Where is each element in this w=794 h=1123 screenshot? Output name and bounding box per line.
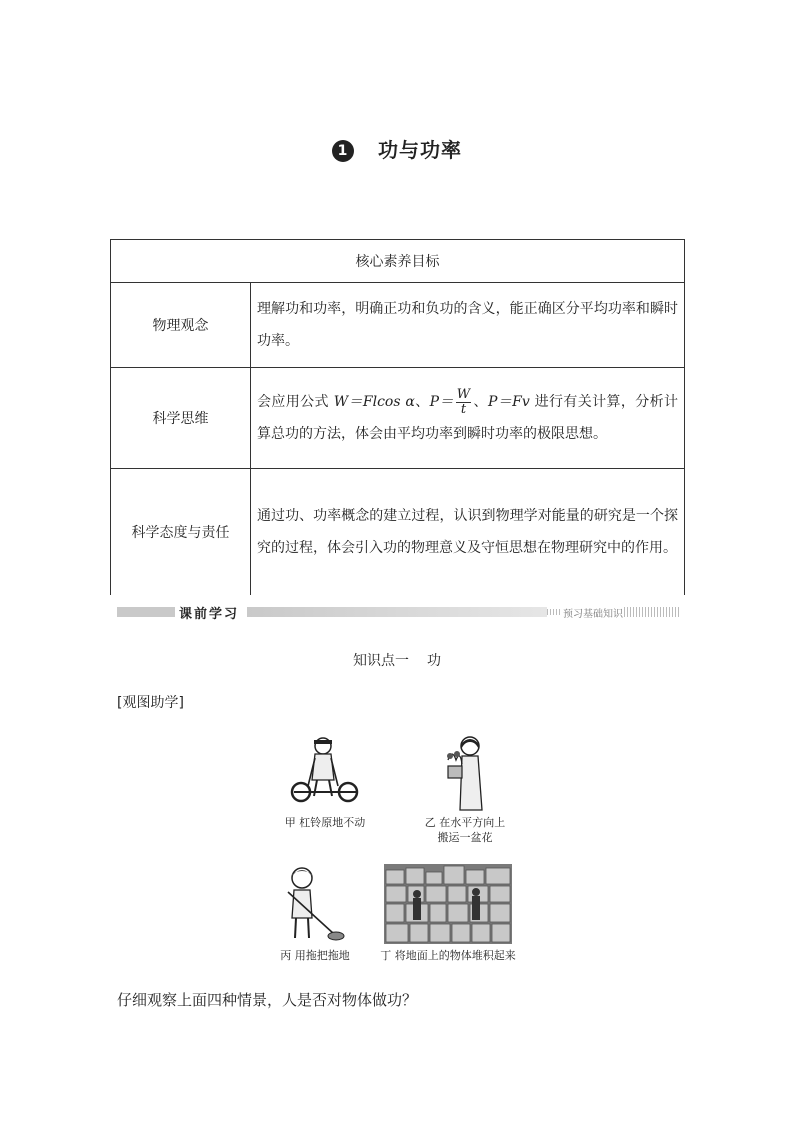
formula-intro: 会应用公式 bbox=[257, 394, 334, 410]
barbell-illustration bbox=[290, 736, 360, 808]
row-text: 通过功、功率概念的建立过程，认识到物理学对能量的研究是一个探究的过程，体会引入功的物理意义及守恒思想在物理研究中的作用。 bbox=[251, 469, 685, 595]
formula-outro: 进行有关计算，分析计算总功的方法，体会由平均功率到瞬时功率的极限思想。 bbox=[257, 394, 679, 442]
goals-table-header: 核心素养目标 bbox=[111, 240, 685, 283]
row-label: 科学态度与责任 bbox=[111, 469, 251, 595]
bar-decoration bbox=[117, 607, 175, 617]
figure-caption: 丙 用拖把拖地 bbox=[280, 949, 350, 962]
table-row bbox=[111, 368, 685, 469]
formula-power-lhs: P＝ bbox=[429, 394, 454, 410]
caption-line: 搬运一盆花 bbox=[437, 831, 493, 844]
formula-separator: 、 bbox=[414, 394, 430, 410]
table-row bbox=[111, 283, 685, 368]
row-label: 物理观念 bbox=[111, 283, 251, 368]
bar-decoration bbox=[624, 607, 679, 617]
bar-decoration bbox=[247, 607, 547, 617]
row-text: 理解功和功率，明确正功和负功的含义，能正确区分平均功率和瞬时功率。 bbox=[251, 283, 685, 368]
section-bar-right-label: 预习基础知识 bbox=[563, 609, 623, 620]
knowledge-point-topic: 功 bbox=[427, 653, 441, 669]
row-label: 科学思维 bbox=[111, 368, 251, 469]
fraction-denominator: t bbox=[460, 401, 467, 417]
fraction-numerator: W bbox=[456, 386, 471, 402]
row-text-formula bbox=[251, 368, 685, 469]
core-goals-table bbox=[110, 239, 685, 595]
table-row bbox=[111, 469, 685, 595]
stacking-boxes-photo bbox=[384, 864, 512, 944]
section-bar bbox=[117, 604, 679, 620]
bar-decoration bbox=[547, 609, 561, 615]
knowledge-point-heading bbox=[0, 650, 794, 670]
lesson-title-text: 功与功率 bbox=[378, 138, 462, 162]
mopping-illustration bbox=[284, 866, 346, 944]
figure-caption: 甲 杠铃原地不动 bbox=[284, 816, 366, 829]
figure-caption: 丁 将地面上的物体堆积起来 bbox=[380, 949, 516, 962]
figure-caption bbox=[410, 815, 520, 845]
section-bar-label: 课前学习 bbox=[179, 607, 240, 622]
question-text: 仔细观察上面四种情景，人是否对物体做功？ bbox=[117, 991, 418, 1009]
guide-label: [观图助学] bbox=[117, 695, 184, 711]
formula-work: W＝Flcos α bbox=[333, 394, 415, 410]
formula-separator: 、 bbox=[473, 394, 488, 410]
formula-power-fv: P＝Fv bbox=[487, 394, 530, 410]
lesson-number-badge: 1 bbox=[332, 140, 354, 162]
caption-line: 乙 在水平方向上 bbox=[424, 816, 506, 829]
knowledge-point-number: 知识点一 bbox=[353, 653, 409, 669]
flower-carrying-illustration bbox=[440, 734, 492, 812]
lesson-title bbox=[0, 134, 794, 163]
formula-fraction bbox=[456, 388, 471, 417]
